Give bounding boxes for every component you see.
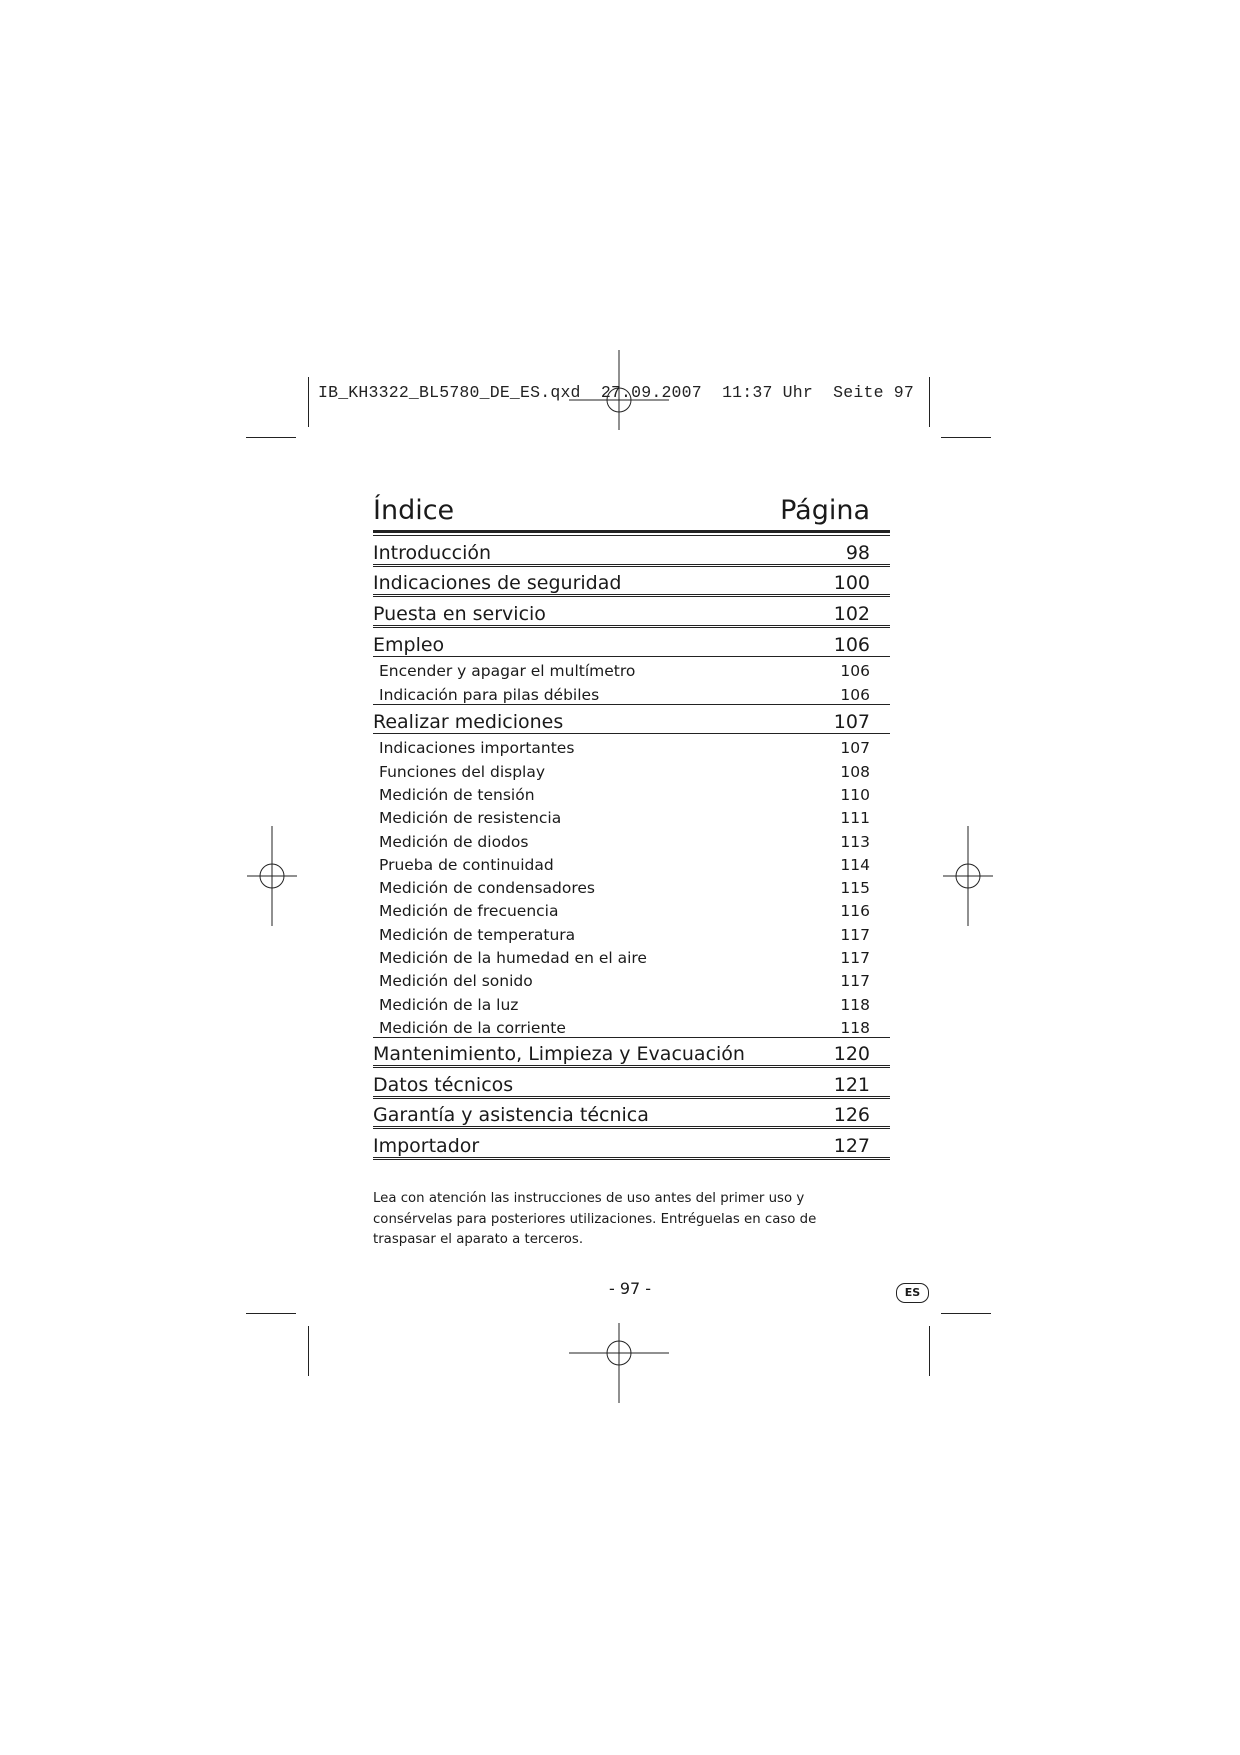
toc-entry-label: Medición de condensadores <box>379 879 595 898</box>
language-badge: ES <box>896 1283 929 1303</box>
toc-entry-page: 106 <box>840 685 870 704</box>
crop-mark-top-left-v <box>308 377 309 427</box>
toc-entry-label: Medición de tensión <box>379 785 535 804</box>
toc-entry-label: Prueba de continuidad <box>379 855 554 874</box>
toc-entry-label: Medición de la humedad en el aire <box>379 949 647 968</box>
toc-section-row <box>373 536 890 567</box>
toc-entry-label: Medición de temperatura <box>379 925 576 944</box>
crop-mark-bottom-right-h <box>941 1313 991 1314</box>
toc-entry-label: Puesta en servicio <box>373 602 546 625</box>
toc-entry-page: 121 <box>833 1073 870 1096</box>
crop-mark-bottom-left-h <box>246 1313 296 1314</box>
toc-entry-page: 100 <box>833 572 870 594</box>
toc-section-row <box>373 597 890 628</box>
table-of-contents <box>373 486 890 1160</box>
toc-entry-label: Mantenimiento, Limpieza y Evacuación <box>373 1043 745 1066</box>
crop-mark-top-left-h <box>246 437 296 438</box>
toc-entry-page: 115 <box>840 879 870 898</box>
usage-note: Lea con atención las instrucciones de uso antes del primer uso y consérvelas para posteriores utilizaciones. Entréguelas en caso de traspasar el aparato a terceros. <box>373 1191 817 1247</box>
toc-subsection-row <box>373 897 890 920</box>
toc-section-row <box>373 567 890 598</box>
toc-subsection-row <box>373 781 890 804</box>
toc-entry-label: Importador <box>373 1134 480 1157</box>
toc-section-row <box>373 628 890 658</box>
toc-entry-label: Indicaciones importantes <box>379 739 575 758</box>
toc-entry-page: 120 <box>833 1043 870 1066</box>
registration-mark-bottom <box>569 1303 669 1403</box>
toc-page-column-header: Página <box>780 495 870 526</box>
toc-subsection-row <box>373 967 890 990</box>
toc-entry-label: Medición del sonido <box>379 972 533 991</box>
page-number: - 97 - <box>608 1279 652 1298</box>
toc-subsection-row <box>373 944 890 967</box>
toc-entry-page: 107 <box>840 739 870 758</box>
toc-entry-page: 127 <box>833 1134 870 1157</box>
toc-entry-label: Realizar mediciones <box>373 711 564 734</box>
toc-entry-label: Medición de frecuencia <box>379 902 559 921</box>
toc-entry-label: Medición de la luz <box>379 995 519 1014</box>
toc-section-row <box>373 1129 890 1160</box>
registration-mark-right <box>918 826 1018 926</box>
toc-subsection-row <box>373 804 890 827</box>
toc-subsection-row <box>373 990 890 1013</box>
toc-entry-label: Encender y apagar el multímetro <box>379 662 636 681</box>
toc-entry-label: Indicación para pilas débiles <box>379 685 600 704</box>
toc-subsection-row <box>373 657 890 680</box>
toc-entry-label: Medición de la corriente <box>379 1018 566 1037</box>
toc-entry-page: 126 <box>833 1104 870 1127</box>
crop-mark-bottom-left-v <box>308 1326 309 1376</box>
toc-entry-label: Garantía y asistencia técnica <box>373 1104 649 1127</box>
registration-mark-top <box>569 350 669 450</box>
toc-entry-label: Empleo <box>373 634 445 656</box>
toc-entry-page: 107 <box>833 711 870 734</box>
toc-header <box>373 486 890 533</box>
toc-subsection-row <box>373 874 890 897</box>
toc-entry-label: Indicaciones de seguridad <box>373 572 622 594</box>
toc-entry-page: 117 <box>840 972 870 991</box>
toc-entry-page: 98 <box>845 541 870 564</box>
crop-mark-bottom-right-v <box>929 1326 930 1376</box>
toc-entry-page: 106 <box>840 662 870 681</box>
toc-entry-page: 113 <box>840 832 870 851</box>
toc-entry-page: 117 <box>840 925 870 944</box>
toc-entry-label: Funciones del display <box>379 762 546 781</box>
toc-entry-label: Datos técnicos <box>373 1073 514 1096</box>
toc-entry-label: Medición de diodos <box>379 832 529 851</box>
toc-entry-page: 110 <box>840 785 870 804</box>
toc-entry-label: Introducción <box>373 541 492 564</box>
toc-subsection-row <box>373 827 890 850</box>
toc-subsection-row <box>373 851 890 874</box>
toc-section-row <box>373 1099 890 1130</box>
toc-entry-page: 117 <box>840 949 870 968</box>
toc-subsection-row <box>373 734 890 757</box>
toc-subsection-row <box>373 920 890 943</box>
toc-entry-label: Medición de resistencia <box>379 809 562 828</box>
toc-entry-page: 116 <box>840 902 870 921</box>
toc-subsection-row <box>373 680 890 704</box>
registration-mark-left <box>222 826 322 926</box>
toc-section-row <box>373 705 890 735</box>
toc-section-row <box>373 1038 890 1069</box>
toc-section-row <box>373 1068 890 1099</box>
toc-entry-page: 102 <box>833 602 870 625</box>
crop-mark-top-right-v <box>929 377 930 427</box>
toc-subsection-row <box>373 1014 890 1038</box>
toc-entry-page: 118 <box>840 995 870 1014</box>
toc-entries <box>373 536 890 1160</box>
toc-subsection-row <box>373 757 890 780</box>
toc-entry-page: 114 <box>840 855 870 874</box>
print-slug-line: IB_KH3322_BL5780_DE_ES.qxd 27.09.2007 11:37 Uhr Seite 97 <box>318 383 914 402</box>
toc-entry-page: 108 <box>840 762 870 781</box>
toc-title: Índice <box>373 495 455 526</box>
toc-entry-page: 106 <box>833 634 870 656</box>
toc-entry-page: 118 <box>840 1018 870 1037</box>
toc-entry-page: 111 <box>840 809 870 828</box>
crop-mark-top-right-h <box>941 437 991 438</box>
